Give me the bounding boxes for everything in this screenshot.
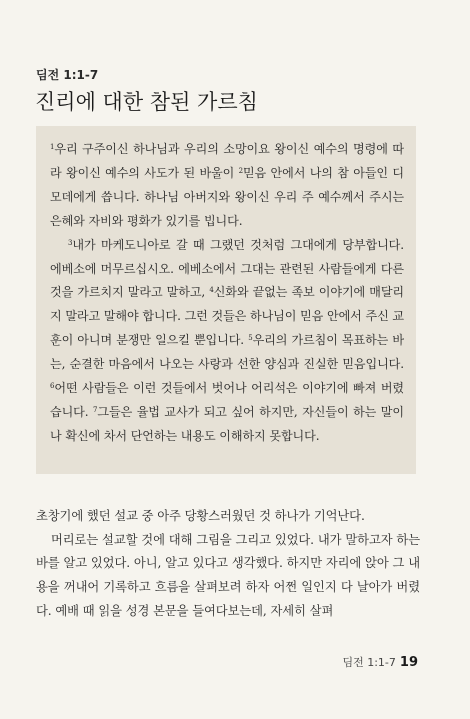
- passage-reference: 딤전 1:1-7: [36, 68, 99, 82]
- verse-number: 2: [238, 166, 243, 175]
- verse-number: 3: [68, 238, 73, 247]
- body-paragraph: 초창기에 했던 설교 중 아주 당황스러웠던 것 하나가 기억난다.: [36, 509, 365, 523]
- body-text: [36, 505, 420, 624]
- verse-number: 7: [93, 405, 98, 414]
- footer-reference: 딤전 1:1-7: [342, 656, 396, 669]
- verse-number: 1: [50, 143, 55, 151]
- verse-text: 신화와 끝없는 족보 이야기에 매달리지 말라고 말해야 합니다. 그런 것들은 하나님이 믿음 안에서 주신 교훈이 아니며 분쟁만 일으킬 뿐입니다.: [50, 285, 405, 348]
- verse-text: 우리 구주이신 하나님과 우리의 소망이요 왕이신 예수의 명령에 따라 왕이신 예수의 사도가 된 바울이: [50, 142, 404, 180]
- page-footer: [342, 654, 418, 670]
- verse-text: 그들은 율법 교사가 되고 싶어 하지만, 자신들이 하는 말이나 확신에 차서 단언하는 내용도 이해하지 못합니다.: [50, 404, 404, 443]
- verse-text: 내가 마케도니아로 갈 때 그랬던 것처럼 그대에게 당부합니다. 에베소에 머무르십시오. 에베소에서 그대는 관련된 사람들에게 다른 것을 가르치지 말라고 말하고,: [50, 237, 404, 300]
- page-title: 진리에 대한 참된 가르침: [35, 90, 258, 114]
- verse-number: 4: [209, 286, 214, 295]
- verse-text: 어떤 사람들은 이런 것들에서 벗어나 어리석은 이야기에 빠져 버렸습니다.: [50, 381, 404, 419]
- verse-text: 우리의 가르침이 목표하는 바는, 순결한 마음에서 나오는 사랑과 선한 양심과 진실한 믿음입니다.: [50, 333, 404, 372]
- verse-number: 5: [248, 334, 253, 343]
- verse-text: 믿음 안에서 나의 참 아들인 디모데에게 씁니다. 하나님 아버지와 왕이신 우리 주 예수께서 주시는 은혜와 자비와 평화가 있기를 빕니다.: [50, 165, 404, 228]
- page-number: 19: [399, 655, 418, 670]
- verse-number: 6: [50, 382, 55, 391]
- scripture-box: [36, 126, 416, 474]
- scripture-paragraph: [50, 234, 404, 449]
- body-paragraph: 머리로는 설교할 것에 대해 그림을 그리고 있었다. 내가 말하고자 하는 바를 알고 있었다. 아니, 알고 있다고 생각했다. 하지만 자리에 앉아 그 내용을 꺼내어 기록하고 흐름을 살펴보려 하자 어쩐 일인지 다 날아가 버렸다. 예배 때 읽을 성경 본문을 들여다보는데, 자세히 살펴: [36, 532, 420, 618]
- scripture-paragraph: [50, 138, 404, 234]
